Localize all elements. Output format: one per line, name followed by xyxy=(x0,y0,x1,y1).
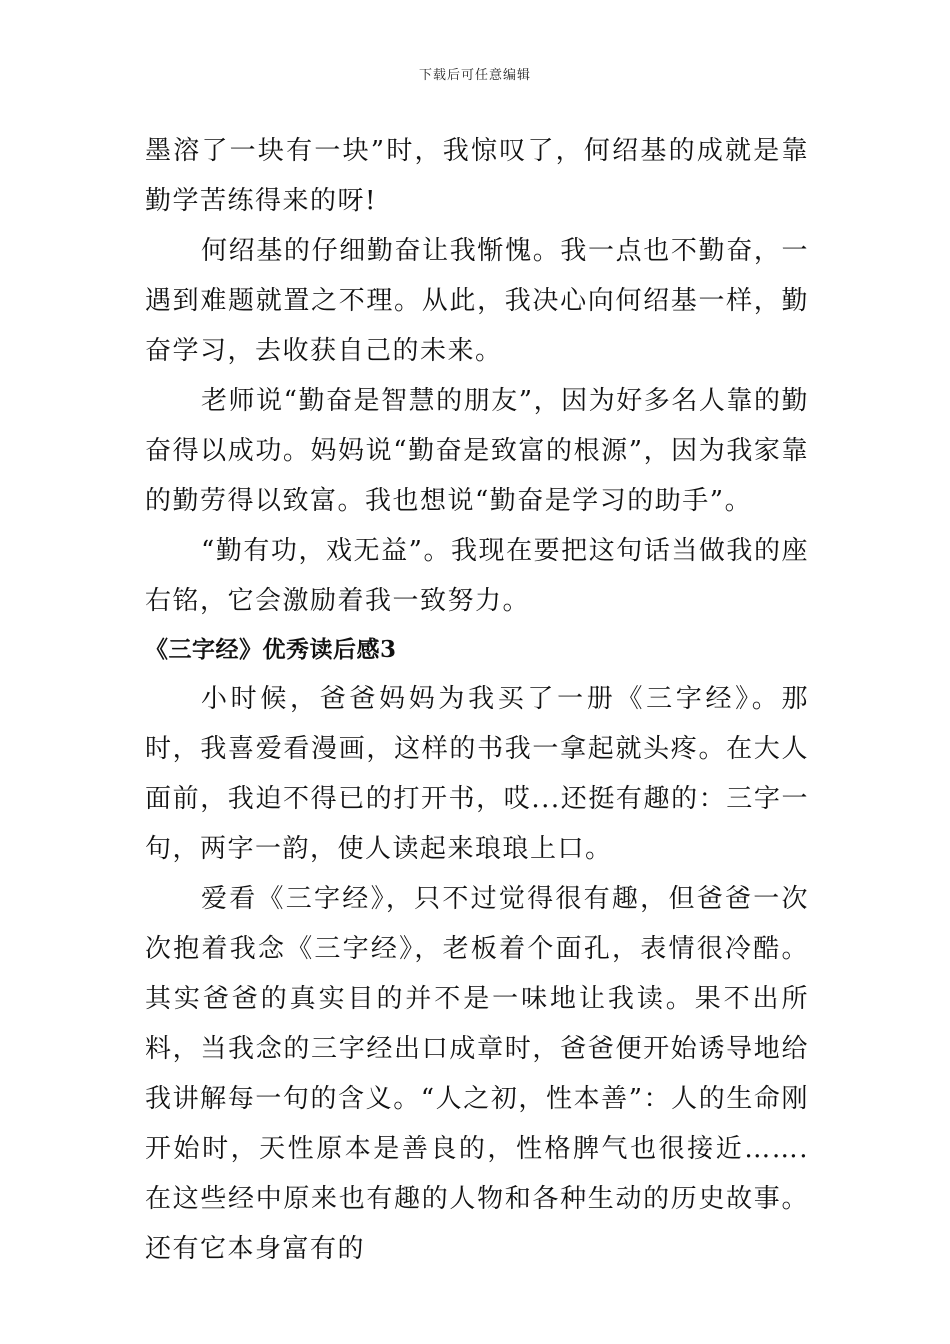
paragraph-1: 墨溶了一块有一块”时，我惊叹了，何绍基的成就是靠勤学苦练得来的呀! xyxy=(145,136,809,216)
document-body xyxy=(145,126,809,1274)
section-paragraph-2: 爱看《三字经》，只不过觉得很有趣，但爸爸一次次抱着我念《三字经》，老板着个面孔，表情很冷酷。其实爸爸的真实目的并不是一味地让我读。果不出所料，当我念的三字经出口成章时，爸爸便开始诱导地给我讲解每一句的含义。“人之初，性本善”：人的生命刚开始时，天性原本是善良的，性格脾气也很接近…….在这些经中原来也有趣的人物和各种生动的历史故事。还有它本身富有的 xyxy=(145,884,809,1264)
paragraph-3: 老师说“勤奋是智慧的朋友”，因为好多名人靠的勤奋得以成功。妈妈说“勤奋是致富的根源”，因为我家靠的勤劳得以致富。我也想说“勤奋是学习的助手”。 xyxy=(145,386,809,516)
paragraph-4: “勤有功，戏无益”。我现在要把这句话当做我的座右铭，它会激励着我一致努力。 xyxy=(145,536,809,616)
section-paragraph-1: 小时候，爸爸妈妈为我买了一册《三字经》。那时，我喜爱看漫画，这样的书我一拿起就头疼。在大人面前，我迫不得已的打开书，哎...还挺有趣的：三字一句，两字一韵，使人读起来琅琅上口。 xyxy=(145,684,809,864)
section-title: 《三字经》优秀读后感3 xyxy=(145,636,397,663)
paragraph-2: 何绍基的仔细勤奋让我惭愧。我一点也不勤奋，一遇到难题就置之不理。从此，我决心向何绍基一样，勤奋学习，去收获自己的未来。 xyxy=(145,236,809,366)
page-header: 下载后可任意编辑 xyxy=(418,68,531,83)
